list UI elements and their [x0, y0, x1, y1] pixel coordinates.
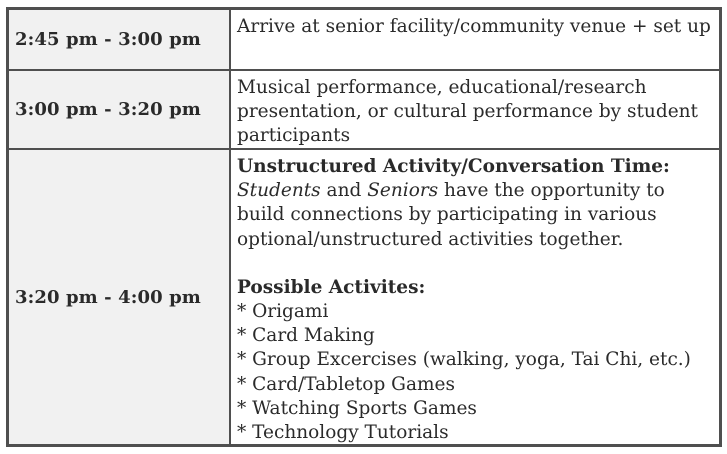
- description-text: Musical performance, educational/research presentation, or cultural performance by student participants: [237, 77, 698, 147]
- list-item: * Card/Tabletop Games: [237, 373, 455, 395]
- time-label: 3:00 pm - 3:20 pm: [15, 99, 201, 120]
- description-cell: [231, 10, 719, 69]
- activity-intro: [237, 179, 713, 252]
- activity-heading: Unstructured Activity/Conversation Time:: [237, 156, 670, 177]
- intro-rest: have the opportunity to build connections by participating in various optional/unstructured activities together.: [237, 180, 665, 250]
- activities-list: [237, 300, 713, 445]
- description-cell: [231, 150, 719, 444]
- time-label: 3:20 pm - 4:00 pm: [15, 286, 201, 308]
- schedule-row: [9, 10, 719, 71]
- time-cell: [9, 71, 231, 148]
- list-item: * Watching Sports Games: [237, 397, 477, 419]
- spacer: [237, 252, 713, 276]
- seniors-word: Seniors: [367, 180, 439, 202]
- description-cell: [231, 71, 719, 148]
- schedule-row: [9, 150, 719, 444]
- list-item: * Origami: [237, 301, 329, 323]
- activities-heading: Possible Activites:: [237, 276, 426, 298]
- students-word: Students: [237, 180, 321, 202]
- intro-and: and: [320, 180, 368, 202]
- list-item: * Technology Tutorials: [237, 422, 449, 444]
- time-cell: [9, 10, 231, 69]
- list-item: * Card Making: [237, 325, 375, 347]
- list-item: * Group Excercises (walking, yoga, Tai Chi, etc.): [237, 349, 691, 371]
- time-label: 2:45 pm - 3:00 pm: [15, 29, 201, 50]
- time-cell: [9, 150, 231, 444]
- schedule-row: [9, 71, 719, 150]
- description-text: Arrive at senior facility/community venue + set up: [237, 16, 711, 37]
- schedule-table: [6, 7, 722, 447]
